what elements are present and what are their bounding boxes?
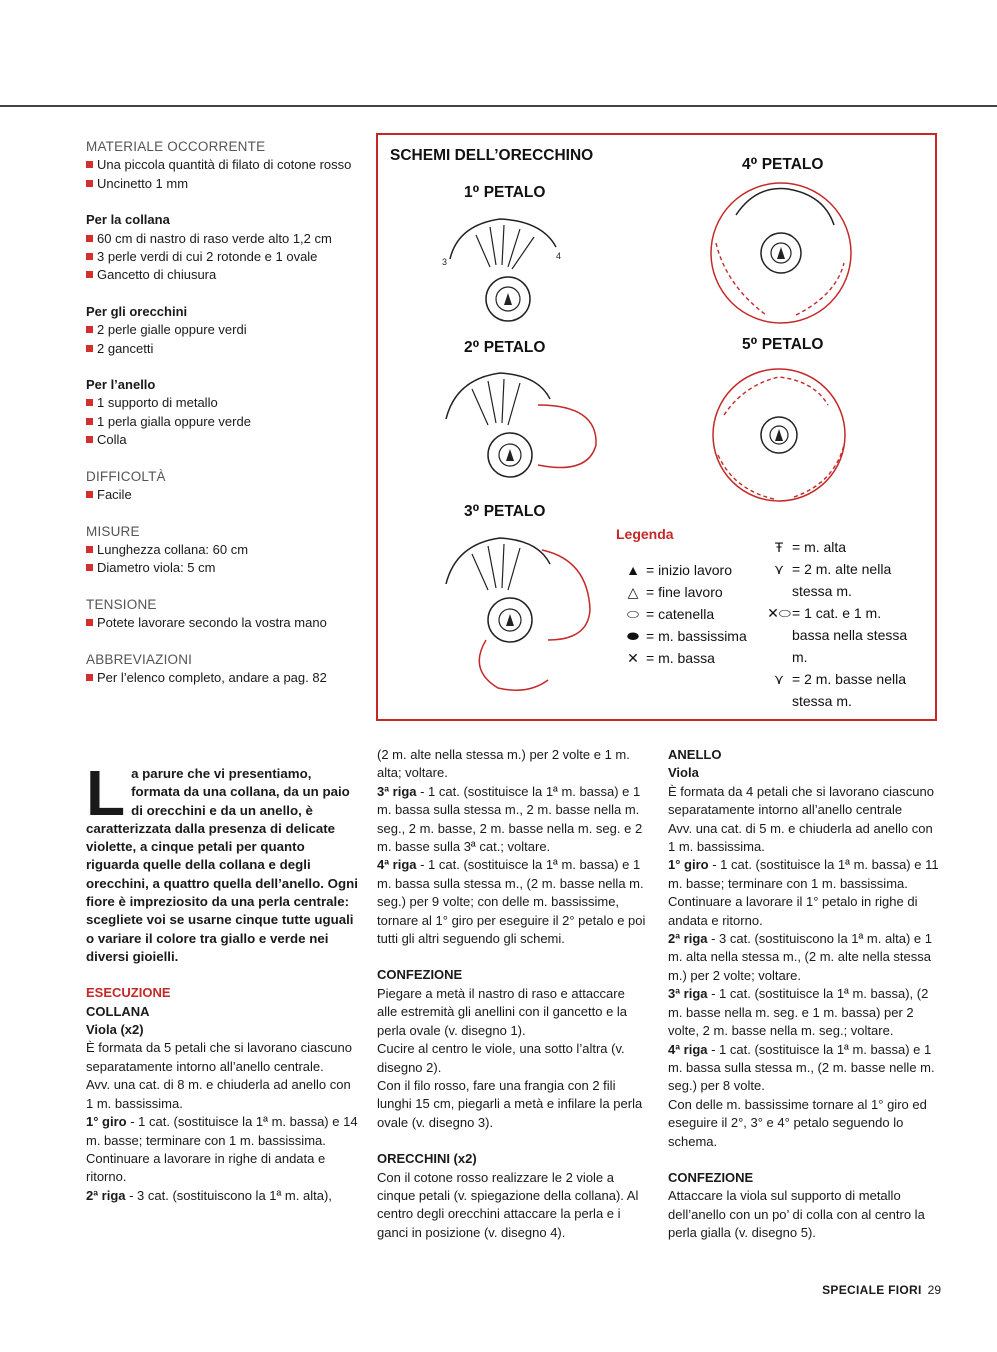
petal4-label: 4⁰ PETALO <box>742 156 824 173</box>
petal3-chart <box>438 530 608 700</box>
legend-row: Ŧ = m. alta <box>766 536 926 558</box>
legend-row: ⋎ = 2 m. alte nella stessa m. <box>766 558 926 602</box>
assembly-heading: CONFEZIONE <box>668 1169 754 1185</box>
legend-left <box>620 559 747 669</box>
abbreviations-title: ABBREVIAZIONI <box>86 651 193 667</box>
paragraph: Con il cotone rosso realizzare le 2 viole a cinque petali (v. spiegazione della collana). Al centro degli orecchini attaccare la perla e i ganci in posizione (v. disegno 4). <box>377 1169 639 1240</box>
top-rule <box>0 105 997 107</box>
difficulty-title: DIFFICOLTÀ <box>86 468 166 484</box>
paragraph: 2ª riga - 3 cat. (sostituiscono la 1ª m. alta), <box>86 1187 332 1203</box>
earrings-title: Per gli orecchini <box>86 303 188 319</box>
article-column-2 <box>377 746 647 1242</box>
page-number: 29 <box>927 1283 941 1297</box>
paragraph: (2 m. alte nella stessa m.) per 2 volte e 1 m. alta; voltare. <box>377 747 630 781</box>
list-item: Lunghezza collana: 60 cm <box>86 541 361 559</box>
petal2-chart <box>438 365 608 485</box>
petal4-chart <box>696 175 866 325</box>
list-item: 3 perle verdi di cui 2 rotonde e 1 ovale <box>86 248 361 266</box>
single-crochet-icon: ✕ <box>627 650 639 666</box>
start-work-icon: ▲ <box>626 562 640 578</box>
petal1-label: 1⁰ PETALO <box>464 184 546 201</box>
paragraph: 4ª riga - 1 cat. (sostituisce la 1ª m. bassa) e 1 m. bassa sulla stessa m., (2 m. basse nelle m. seg.) per 8 volte. <box>668 1041 935 1094</box>
petal5-chart <box>704 365 854 505</box>
paragraph: 3ª riga - 1 cat. (sostituisce la 1ª m. bassa), (2 m. basse nella m. seg. e 1 m. bassa) per 2 volte, 2 m. basse nella m. seg.; voltare. <box>668 986 929 1039</box>
end-work-icon: △ <box>627 584 639 600</box>
materials-column <box>86 138 361 705</box>
legend-row: ✕⬭ = 1 cat. e 1 m. bassa nella stessa m. <box>766 602 926 668</box>
paragraph: È formata da 4 petali che si lavorano ciascuno separatamente intorno all’anello centrale <box>668 783 934 818</box>
chain-single-icon: ✕⬭ <box>767 605 791 621</box>
legend-row: ⬬ = m. bassissima <box>620 625 747 647</box>
intro-paragraph: La parure che vi presentiamo, formata da una collana, da un paio di orecchini e da un anello, è caratterizzata dalla presenza di delicate violette, a cinque petali per quanto riguarda quelle della collana e degli orecchini, a quattro quella dell’anello. Ogni fiore è impreziosito da una perla centrale: scegliete voi se usarne cinque tutte uguali o variare il colore tra giallo e verde nei diversi gioielli. <box>86 757 358 964</box>
necklace-title: Per la collana <box>86 212 170 228</box>
paragraph: Attaccare la viola sul supporto di metallo dell’anello con un po’ di colla con al centro la perla gialla (v. disegno 5). <box>668 1188 925 1241</box>
ring-heading: ANELLO <box>668 747 722 762</box>
sizes-title: MISURE <box>86 523 140 539</box>
paragraph: 1° giro - 1 cat. (sostituisce la 1ª m. bassa) e 14 m. basse; terminare con 1 m. bassissima. Continuare a lavorare in righe di andata e ritorno. <box>86 1114 358 1185</box>
slip-stitch-icon: ⬬ <box>627 628 639 644</box>
list-item: Uncinetto 1 mm <box>86 175 361 193</box>
paragraph: Con delle m. bassissime tornare al 1° giro ed eseguire il 2°, 3° e 4° petalo seguendo lo schema. <box>668 1096 927 1149</box>
two-single-crochet-icon: ⋎ <box>773 671 785 687</box>
paragraph: 4ª riga - 1 cat. (sostituisce la 1ª m. bassa) e 1 m. bassa sulla stessa m., (2 m. basse nella m. seg.) per 9 volte; con delle m. bassissime, tornare al 1° giro per eseguire il 2° petalo e poi tutti gli altri seguendo gli schemi. <box>377 857 646 947</box>
page-footer <box>822 1283 941 1297</box>
article-column-3 <box>668 746 940 1243</box>
materials-title: MATERIALE OCCORRENTE <box>86 139 266 154</box>
tension-title: TENSIONE <box>86 596 157 612</box>
legend-row: ✕ = m. bassa <box>620 647 747 669</box>
assembly-heading: CONFEZIONE <box>377 967 463 983</box>
abbreviations-value: Per l’elenco completo, andare a pag. 82 <box>86 669 361 687</box>
paragraph: 3ª riga - 1 cat. (sostituisce la 1ª m. bassa) e 1 m. bassa sulla stessa m., 2 m. basse nella m. seg., 2 m. basse, 2 m. basse nella m. seg. e 2 m. basse sulla 3ª cat.; voltare. <box>377 783 643 855</box>
list-item: 1 perla gialla oppure verde <box>86 413 361 431</box>
earring-diagram-box <box>376 133 937 721</box>
paragraph: Piegare a metà il nastro di raso e attaccare alle estremità gli anellini con il gancetto e la perla ovale (v. disegno 1). <box>377 985 628 1038</box>
drop-cap: L <box>86 757 126 829</box>
earrings-heading: ORECCHINI (x2) <box>377 1151 477 1167</box>
double-crochet-icon: Ŧ <box>774 539 784 555</box>
petal5-label: 5⁰ PETALO <box>742 336 824 353</box>
magazine-name: SPECIALE FIORI <box>822 1283 922 1297</box>
violet-heading: Viola (x2) <box>86 1022 144 1038</box>
list-item: Gancetto di chiusura <box>86 266 361 284</box>
necklace-heading: COLLANA <box>86 1003 150 1019</box>
paragraph: 1° giro - 1 cat. (sostituisce la 1ª m. bassa) e 11 m. basse; terminare con 1 m. bassissima. Continuare a lavorare il 1° petalo in righe di andata e ritorno. <box>668 857 939 928</box>
petal1-chart <box>438 207 568 327</box>
paragraph: Avv. una cat. di 5 m. e chiuderla ad anello con 1 m. bassissima. <box>668 820 933 855</box>
paragraph: È formata da 5 petali che si lavorano ciascuno separatamente intorno all’anello centrale. <box>86 1040 352 1074</box>
list-item: 1 supporto di metallo <box>86 394 361 412</box>
legend-row: △ = fine lavoro <box>620 581 747 603</box>
list-item: Colla <box>86 431 361 449</box>
svg-text:3: 3 <box>442 257 448 267</box>
paragraph: Cucire al centro le viole, una sotto l’altra (v. disegno 2). <box>377 1041 625 1075</box>
difficulty-value: Facile <box>86 486 361 504</box>
list-item: 2 gancetti <box>86 340 361 358</box>
violet-heading: Viola <box>668 765 699 781</box>
list-item: 60 cm di nastro di raso verde alto 1,2 cm <box>86 230 361 248</box>
ring-title: Per l’anello <box>86 377 156 393</box>
list-item: Una piccola quantità di filato di cotone rosso <box>86 156 361 174</box>
tension-value: Potete lavorare secondo la vostra mano <box>86 614 361 632</box>
legend-row: ⬭ = catenella <box>620 603 747 625</box>
legend-title: Legenda <box>616 526 674 542</box>
paragraph: Con il filo rosso, fare una frangia con 2 fili lunghi 15 cm, piegarli a metà e infilare la perla ovale (v. disegno 3). <box>377 1077 643 1130</box>
chain-icon: ⬭ <box>627 606 639 622</box>
list-item: 2 perle gialle oppure verdi <box>86 321 361 339</box>
petal2-label: 2⁰ PETALO <box>464 339 546 356</box>
execution-heading: ESECUZIONE <box>86 985 171 1001</box>
paragraph: Avv. una cat. di 8 m. e chiuderla ad anello con 1 m. bassissima. <box>86 1077 351 1111</box>
list-item: Diametro viola: 5 cm <box>86 559 361 577</box>
legend-right <box>766 536 926 712</box>
svg-text:4: 4 <box>556 251 562 261</box>
paragraph: 2ª riga - 3 cat. (sostituiscono la 1ª m. alta) e 1 m. alta nella stessa m., (2 m. alte nella stessa m.) per 2 volte; voltare. <box>668 931 932 983</box>
legend-row: ⋎ = 2 m. basse nella stessa m. <box>766 668 926 712</box>
diagram-title: SCHEMI DELL’ORECCHINO <box>390 147 594 164</box>
two-double-crochet-icon: ⋎ <box>773 561 785 577</box>
legend-row: ▲ = inizio lavoro <box>620 559 747 581</box>
article-column-1 <box>86 757 360 1205</box>
petal3-label: 3⁰ PETALO <box>464 503 546 520</box>
